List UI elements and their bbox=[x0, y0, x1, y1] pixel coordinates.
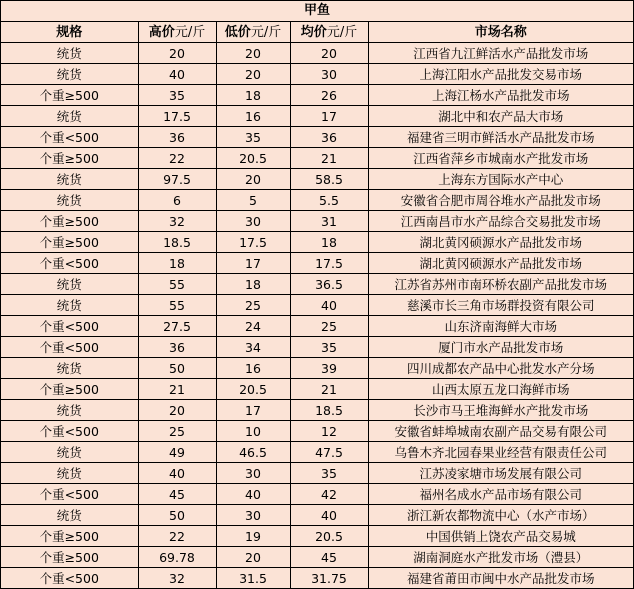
cell-avg-price: 20 bbox=[290, 43, 368, 64]
cell-high-price: 21 bbox=[138, 379, 216, 400]
cell-high-price: 97.5 bbox=[138, 169, 216, 190]
cell-high-price: 50 bbox=[138, 358, 216, 379]
cell-low-price: 24 bbox=[216, 316, 290, 337]
cell-avg-price: 21 bbox=[290, 379, 368, 400]
cell-avg-price: 35 bbox=[290, 337, 368, 358]
cell-avg-price: 17 bbox=[290, 106, 368, 127]
table-row bbox=[1, 211, 633, 232]
cell-high-price: 6 bbox=[138, 190, 216, 211]
table-row bbox=[1, 253, 633, 274]
cell-market: 中国供销上饶农产品交易城 bbox=[368, 526, 633, 547]
cell-low-price: 20 bbox=[216, 64, 290, 85]
cell-high-price: 49 bbox=[138, 442, 216, 463]
header-row bbox=[1, 22, 633, 43]
cell-spec: 个重<500 bbox=[1, 568, 138, 589]
cell-spec: 统货 bbox=[1, 190, 138, 211]
cell-avg-price: 18.5 bbox=[290, 400, 368, 421]
cell-spec: 统货 bbox=[1, 169, 138, 190]
cell-low-price: 20.5 bbox=[216, 379, 290, 400]
cell-spec: 个重<500 bbox=[1, 253, 138, 274]
cell-avg-price: 36.5 bbox=[290, 274, 368, 295]
cell-high-price: 35 bbox=[138, 85, 216, 106]
cell-avg-price: 26 bbox=[290, 85, 368, 106]
cell-high-price: 36 bbox=[138, 127, 216, 148]
cell-spec: 统货 bbox=[1, 43, 138, 64]
table-row bbox=[1, 400, 633, 421]
cell-avg-price: 31 bbox=[290, 211, 368, 232]
cell-avg-price: 40 bbox=[290, 295, 368, 316]
cell-market: 湖北黄冈硕源水产品批发市场 bbox=[368, 232, 633, 253]
cell-spec: 统货 bbox=[1, 463, 138, 484]
cell-low-price: 16 bbox=[216, 358, 290, 379]
cell-market: 江苏凌家塘市场发展有限公司 bbox=[368, 463, 633, 484]
cell-low-price: 30 bbox=[216, 505, 290, 526]
cell-market: 乌鲁木齐北园春果业经营有限责任公司 bbox=[368, 442, 633, 463]
cell-avg-price: 58.5 bbox=[290, 169, 368, 190]
cell-spec: 个重<500 bbox=[1, 421, 138, 442]
cell-market: 上海江阳水产品批发交易市场 bbox=[368, 64, 633, 85]
cell-avg-price: 20.5 bbox=[290, 526, 368, 547]
cell-high-price: 40 bbox=[138, 64, 216, 85]
table-row bbox=[1, 64, 633, 85]
cell-high-price: 18 bbox=[138, 253, 216, 274]
sheet-title: 甲鱼 bbox=[1, 1, 633, 22]
table-row bbox=[1, 442, 633, 463]
cell-high-price: 45 bbox=[138, 484, 216, 505]
cell-low-price: 17.5 bbox=[216, 232, 290, 253]
cell-low-price: 30 bbox=[216, 463, 290, 484]
table-row bbox=[1, 568, 633, 589]
cell-high-price: 40 bbox=[138, 463, 216, 484]
table-row bbox=[1, 295, 633, 316]
cell-high-price: 32 bbox=[138, 568, 216, 589]
cell-low-price: 20 bbox=[216, 547, 290, 568]
cell-avg-price: 5.5 bbox=[290, 190, 368, 211]
cell-market: 山东济南海鲜大市场 bbox=[368, 316, 633, 337]
cell-low-price: 19 bbox=[216, 526, 290, 547]
table-row bbox=[1, 85, 633, 106]
cell-avg-price: 35 bbox=[290, 463, 368, 484]
cell-spec: 统货 bbox=[1, 358, 138, 379]
cell-spec: 个重≥500 bbox=[1, 232, 138, 253]
cell-market: 湖北黄冈硕源水产品批发市场 bbox=[368, 253, 633, 274]
cell-spec: 个重≥500 bbox=[1, 211, 138, 232]
header-high-label: 高价 bbox=[148, 24, 175, 40]
cell-market: 福州名成水产品市场有限公司 bbox=[368, 484, 633, 505]
cell-low-price: 30 bbox=[216, 211, 290, 232]
cell-low-price: 18 bbox=[216, 274, 290, 295]
table-row bbox=[1, 43, 633, 64]
cell-spec: 个重<500 bbox=[1, 484, 138, 505]
cell-high-price: 20 bbox=[138, 400, 216, 421]
cell-high-price: 69.78 bbox=[138, 547, 216, 568]
table-row bbox=[1, 190, 633, 211]
header-high-unit: 元/斤 bbox=[174, 24, 206, 40]
header-low-unit: 元/斤 bbox=[250, 24, 282, 40]
table-row bbox=[1, 421, 633, 442]
cell-spec: 个重<500 bbox=[1, 316, 138, 337]
cell-spec: 统货 bbox=[1, 106, 138, 127]
cell-avg-price: 36 bbox=[290, 127, 368, 148]
cell-low-price: 20 bbox=[216, 169, 290, 190]
cell-avg-price: 39 bbox=[290, 358, 368, 379]
cell-avg-price: 45 bbox=[290, 547, 368, 568]
table-row bbox=[1, 463, 633, 484]
cell-market: 江苏省苏州市南环桥农副产品批发市场 bbox=[368, 274, 633, 295]
cell-avg-price: 12 bbox=[290, 421, 368, 442]
price-table bbox=[1, 22, 633, 588]
table-row bbox=[1, 358, 633, 379]
cell-low-price: 20 bbox=[216, 43, 290, 64]
header-spec: 规格 bbox=[1, 22, 138, 43]
cell-high-price: 20 bbox=[138, 43, 216, 64]
table-row bbox=[1, 484, 633, 505]
cell-low-price: 31.5 bbox=[216, 568, 290, 589]
cell-spec: 个重≥500 bbox=[1, 379, 138, 400]
cell-spec: 统货 bbox=[1, 442, 138, 463]
header-low-price bbox=[216, 22, 290, 43]
cell-high-price: 25 bbox=[138, 421, 216, 442]
cell-low-price: 18 bbox=[216, 85, 290, 106]
cell-spec: 统货 bbox=[1, 295, 138, 316]
cell-high-price: 22 bbox=[138, 526, 216, 547]
cell-high-price: 55 bbox=[138, 295, 216, 316]
cell-market: 上海江杨水产品批发市场 bbox=[368, 85, 633, 106]
cell-high-price: 17.5 bbox=[138, 106, 216, 127]
cell-market: 长沙市马王堆海鲜水产批发市场 bbox=[368, 400, 633, 421]
table-row bbox=[1, 232, 633, 253]
cell-spec: 个重≥500 bbox=[1, 547, 138, 568]
cell-spec: 个重≥500 bbox=[1, 148, 138, 169]
cell-low-price: 17 bbox=[216, 400, 290, 421]
cell-avg-price: 47.5 bbox=[290, 442, 368, 463]
cell-avg-price: 30 bbox=[290, 64, 368, 85]
cell-spec: 统货 bbox=[1, 505, 138, 526]
cell-high-price: 55 bbox=[138, 274, 216, 295]
header-high-price bbox=[138, 22, 216, 43]
cell-market: 厦门市水产品批发市场 bbox=[368, 337, 633, 358]
cell-avg-price: 17.5 bbox=[290, 253, 368, 274]
cell-market: 慈溪市长三角市场群投资有限公司 bbox=[368, 295, 633, 316]
table-row bbox=[1, 169, 633, 190]
header-avg-unit: 元/斤 bbox=[326, 24, 358, 40]
cell-market: 山西太原五龙口海鲜市场 bbox=[368, 379, 633, 400]
cell-low-price: 40 bbox=[216, 484, 290, 505]
cell-low-price: 20.5 bbox=[216, 148, 290, 169]
cell-avg-price: 31.75 bbox=[290, 568, 368, 589]
cell-spec: 个重≥500 bbox=[1, 85, 138, 106]
cell-low-price: 25 bbox=[216, 295, 290, 316]
cell-market: 安徽省蚌埠城南农副产品交易有限公司 bbox=[368, 421, 633, 442]
header-market: 市场名称 bbox=[368, 22, 633, 43]
table-row bbox=[1, 127, 633, 148]
table-row bbox=[1, 148, 633, 169]
cell-market: 江西南昌市水产品综合交易批发市场 bbox=[368, 211, 633, 232]
cell-low-price: 46.5 bbox=[216, 442, 290, 463]
cell-spec: 个重≥500 bbox=[1, 526, 138, 547]
cell-avg-price: 42 bbox=[290, 484, 368, 505]
cell-low-price: 35 bbox=[216, 127, 290, 148]
table-row bbox=[1, 526, 633, 547]
header-low-label: 低价 bbox=[224, 24, 251, 40]
cell-market: 福建省三明市鲜活水产品批发市场 bbox=[368, 127, 633, 148]
cell-market: 湖南洞庭水产批发市场（澧县） bbox=[368, 547, 633, 568]
cell-market: 江西省萍乡市城南水产批发市场 bbox=[368, 148, 633, 169]
cell-high-price: 50 bbox=[138, 505, 216, 526]
table-row bbox=[1, 547, 633, 568]
cell-market: 浙江新农都物流中心（水产市场） bbox=[368, 505, 633, 526]
table-row bbox=[1, 505, 633, 526]
cell-market: 上海东方国际水产中心 bbox=[368, 169, 633, 190]
cell-spec: 统货 bbox=[1, 64, 138, 85]
cell-avg-price: 25 bbox=[290, 316, 368, 337]
cell-spec: 统货 bbox=[1, 274, 138, 295]
cell-low-price: 16 bbox=[216, 106, 290, 127]
header-avg-price bbox=[290, 22, 368, 43]
cell-low-price: 17 bbox=[216, 253, 290, 274]
table-row bbox=[1, 316, 633, 337]
cell-low-price: 34 bbox=[216, 337, 290, 358]
cell-high-price: 22 bbox=[138, 148, 216, 169]
cell-spec: 统货 bbox=[1, 400, 138, 421]
cell-high-price: 36 bbox=[138, 337, 216, 358]
cell-market: 福建省莆田市闽中水产品批发市场 bbox=[368, 568, 633, 589]
cell-market: 湖北中和农产品大市场 bbox=[368, 106, 633, 127]
cell-spec: 个重<500 bbox=[1, 127, 138, 148]
table-row bbox=[1, 379, 633, 400]
cell-high-price: 32 bbox=[138, 211, 216, 232]
cell-avg-price: 40 bbox=[290, 505, 368, 526]
table-row bbox=[1, 337, 633, 358]
table-row bbox=[1, 106, 633, 127]
cell-avg-price: 18 bbox=[290, 232, 368, 253]
cell-market: 江西省九江鲜活水产品批发市场 bbox=[368, 43, 633, 64]
cell-spec: 个重<500 bbox=[1, 337, 138, 358]
cell-market: 四川成都农产品中心批发水产分场 bbox=[368, 358, 633, 379]
cell-low-price: 10 bbox=[216, 421, 290, 442]
cell-low-price: 5 bbox=[216, 190, 290, 211]
header-avg-label: 均价 bbox=[300, 24, 327, 40]
cell-avg-price: 21 bbox=[290, 148, 368, 169]
cell-market: 安徽省合肥市周谷堆水产品批发市场 bbox=[368, 190, 633, 211]
cell-high-price: 27.5 bbox=[138, 316, 216, 337]
cell-high-price: 18.5 bbox=[138, 232, 216, 253]
table-row bbox=[1, 274, 633, 295]
